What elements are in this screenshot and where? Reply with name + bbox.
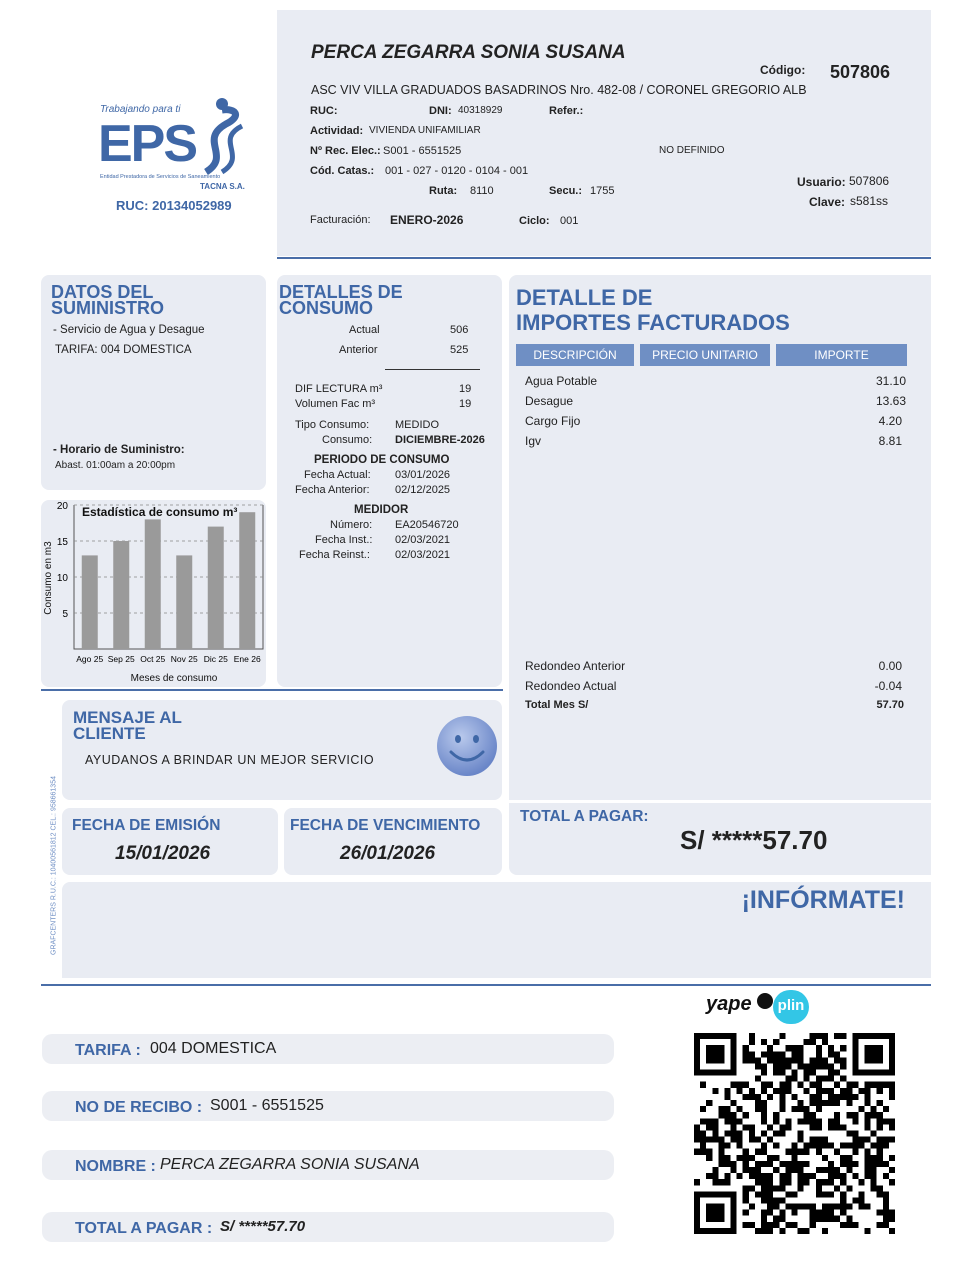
- footer-nombre: [42, 1150, 614, 1180]
- plin-logo: [773, 990, 809, 1024]
- suministro-title-1: DATOS DEL: [51, 282, 154, 302]
- yape-logo: [706, 993, 773, 1016]
- chart-ylabel: Consumo en m3: [43, 541, 54, 615]
- redondeo-anterior-value: 0.00: [878, 659, 902, 673]
- consumo-panel: [277, 275, 502, 687]
- horario-value: Abast. 01:00am a 20:00pm: [55, 460, 176, 471]
- redondeo-actual-label: Redondeo Actual: [525, 679, 617, 693]
- logo-ruc: RUC: 20134052989: [116, 198, 232, 213]
- fecha-anterior-label: Fecha Anterior:: [295, 484, 370, 496]
- anterior-value: 525: [450, 344, 469, 356]
- fecha-reinst-value: 02/03/2021: [395, 549, 451, 561]
- customer-name: PERCA ZEGARRA SONIA SUSANA: [311, 42, 626, 63]
- periodo-title: PERIODO DE CONSUMO: [314, 454, 450, 466]
- logo-brand: EPS: [98, 115, 197, 173]
- consumption-bar-chart: [41, 500, 266, 687]
- item-importe: 13.63: [875, 394, 906, 408]
- consumo-mes-value: DICIEMBRE-2026: [395, 434, 485, 446]
- volumen-value: 19: [459, 398, 472, 410]
- chart-xtick-label: Nov 25: [170, 654, 198, 664]
- tipo-label: Tipo Consumo:: [295, 419, 370, 431]
- chart-ytick-label: 15: [56, 537, 68, 548]
- smiley-icon: [435, 714, 499, 778]
- clave-label: Clave:: [809, 195, 846, 209]
- footer-nombre-value: PERCA ZEGARRA SONIA SUSANA: [160, 1156, 420, 1173]
- total-mes-value: 57.70: [876, 699, 904, 711]
- informate-title: ¡INFÓRMATE!: [741, 886, 905, 914]
- nrec-label: Nº Rec. Elec.:: [310, 145, 381, 157]
- servicio-text: - Servicio de Agua y Desague: [53, 324, 205, 336]
- secu-value: 1755: [590, 185, 615, 197]
- item-desc: Cargo Fijo: [525, 414, 581, 428]
- logo-city: TACNA S.A.: [200, 182, 245, 191]
- item-desc: Agua Potable: [525, 374, 598, 388]
- chart-bar: [82, 555, 98, 649]
- footer-recibo-value: S001 - 6551525: [210, 1097, 324, 1114]
- chart-xtick-label: Ene 26: [233, 654, 261, 664]
- middle-divider: [41, 689, 503, 691]
- facturacion-label: Facturación:: [310, 214, 371, 226]
- actividad-label: Actividad:: [310, 125, 364, 137]
- col-descripcion: DESCRIPCIÓN: [516, 344, 634, 366]
- footer-tarifa-label: TARIFA :: [75, 1042, 141, 1059]
- item-importe: 31.10: [875, 374, 906, 388]
- chart-bar: [145, 519, 161, 649]
- suministro-panel: [41, 275, 266, 490]
- tarifa-text: TARIFA: 004 DOMESTICA: [55, 344, 192, 356]
- plin-text: plin: [777, 997, 805, 1014]
- item-desc: Desague: [525, 394, 574, 408]
- ruc-label: RUC:: [310, 105, 338, 117]
- qr-code-image: [694, 1033, 895, 1234]
- medidor-title: MEDIDOR: [354, 504, 409, 516]
- footer-tarifa-value: 004 DOMESTICA: [150, 1040, 277, 1057]
- company-logo: [96, 96, 256, 216]
- emision-value: 15/01/2026: [115, 843, 211, 864]
- water-drop-icon: [192, 96, 252, 176]
- dni-label: DNI:: [429, 105, 452, 117]
- secu-label: Secu.:: [549, 185, 583, 197]
- bottom-divider: [41, 984, 931, 986]
- qr-modules: [694, 1033, 895, 1234]
- footer-nombre-label: NOMBRE :: [75, 1158, 156, 1175]
- chart-panel: [41, 500, 266, 687]
- chart-bar: [208, 527, 224, 649]
- ruta-value: 8110: [470, 185, 494, 197]
- anterior-label: Anterior: [339, 344, 378, 356]
- footer-recibo: [42, 1091, 614, 1121]
- footer-recibo-label: NO DE RECIBO :: [75, 1099, 203, 1116]
- header-panel: [277, 10, 931, 256]
- emision-panel: [62, 808, 278, 875]
- chart-title: Estadística de consumo m³: [82, 505, 238, 519]
- refer-label: Refer.:: [549, 105, 584, 117]
- chart-xlabel: Meses de consumo: [130, 673, 218, 684]
- vencimiento-label: FECHA DE VENCIMIENTO: [290, 817, 481, 834]
- fecha-actual-label: Fecha Actual:: [304, 469, 371, 481]
- qr-code[interactable]: [694, 1033, 895, 1234]
- tipo-value: MEDIDO: [395, 419, 439, 431]
- mensaje-title-2: CLIENTE: [73, 724, 146, 743]
- ciclo-value: 001: [560, 215, 579, 227]
- chart-ytick-label: 20: [56, 501, 68, 512]
- footer-total: [42, 1212, 614, 1242]
- chart-axes: [74, 505, 263, 649]
- total-label: TOTAL A PAGAR:: [520, 808, 649, 825]
- redondeo-anterior-label: Redondeo Anterior: [525, 659, 626, 673]
- mensaje-panel: [62, 700, 502, 800]
- mensaje-title-1: MENSAJE AL: [73, 708, 182, 727]
- dif-value: 19: [459, 383, 472, 395]
- total-mes-label: Total Mes S/: [525, 699, 589, 711]
- vencimiento-panel: [284, 808, 502, 875]
- col-importe: IMPORTE: [776, 344, 907, 366]
- consumo-mes-label: Consumo:: [322, 434, 373, 446]
- chart-ytick-label: 10: [56, 573, 68, 584]
- side-printer-text: GRAFCENTERS R.U.C.: 10400561812 CEL.: 958661354: [50, 776, 58, 955]
- address: ASC VIV VILLA GRADUADOS BASADRINOS Nro. 482-08 / CORONEL GREGORIO ALB: [311, 83, 807, 97]
- yape-badge-icon: [757, 993, 773, 1009]
- suministro-title-2: SUMINISTRO: [51, 298, 165, 318]
- consumo-title-2: CONSUMO: [279, 298, 373, 318]
- facturacion-value: ENERO-2026: [390, 213, 464, 227]
- chart-xtick-label: Oct 25: [140, 654, 166, 664]
- numero-value: EA20546720: [395, 519, 459, 531]
- volumen-label: Volumen Fac m³: [295, 398, 376, 410]
- fecha-actual-value: 03/01/2026: [395, 469, 451, 481]
- emision-label: FECHA DE EMISIÓN: [72, 817, 221, 834]
- chart-ytick-label: 5: [62, 609, 68, 620]
- vencimiento-value: 26/01/2026: [340, 843, 436, 864]
- item-desc: Igv: [525, 434, 542, 448]
- numero-label: Número:: [330, 519, 373, 531]
- item-importe: 4.20: [878, 414, 902, 428]
- importes-title-1: DETALLE DE: [516, 285, 653, 310]
- chart-bar: [239, 512, 255, 649]
- fecha-reinst-label: Fecha Reinst.:: [299, 549, 370, 561]
- total-value: S/ *****57.70: [680, 825, 828, 855]
- footer-tarifa: [42, 1034, 614, 1064]
- informate-panel: [62, 882, 931, 978]
- redondeo-actual-value: -0.04: [874, 679, 902, 693]
- dif-label: DIF LECTURA m³: [295, 383, 383, 395]
- chart-bar: [113, 541, 129, 649]
- chart-bar: [176, 555, 192, 649]
- chart-xtick-label: Dic 25: [203, 654, 228, 664]
- total-panel: [509, 803, 931, 875]
- dni-value: 40318929: [458, 105, 503, 116]
- mensaje-text: AYUDANOS A BRINDAR UN MEJOR SERVICIO: [85, 753, 375, 767]
- horario-label: - Horario de Suministro:: [53, 444, 185, 456]
- fecha-anterior-value: 02/12/2025: [395, 484, 451, 496]
- logo-tagline: Trabajando para ti: [100, 104, 181, 115]
- header-divider: [277, 257, 931, 259]
- ruta-label: Ruta:: [429, 185, 458, 197]
- actual-value: 506: [450, 324, 469, 336]
- yape-text: yape: [706, 993, 752, 1015]
- usuario-value: 507806: [849, 174, 890, 188]
- catas-label: Cód. Catas.:: [310, 165, 375, 177]
- subtotal-line: [385, 369, 480, 370]
- item-importe: 8.81: [878, 434, 902, 448]
- codigo-label: Código:: [760, 63, 806, 77]
- nrec-value: S001 - 6551525: [383, 145, 462, 157]
- actual-label: Actual: [349, 324, 380, 336]
- consumo-title-1: DETALLES DE: [279, 282, 403, 302]
- logo-subtitle: Entidad Prestadora de Servicios de Saneamiento: [100, 174, 221, 180]
- usuario-label: Usuario:: [797, 175, 846, 189]
- col-precio-unitario: PRECIO UNITARIO: [640, 344, 770, 366]
- ciclo-label: Ciclo:: [519, 215, 550, 227]
- codigo-value: 507806: [830, 62, 891, 82]
- chart-xtick-label: Ago 25: [76, 654, 104, 664]
- footer-total-value: S/ *****57.70: [220, 1218, 306, 1235]
- no-definido: NO DEFINIDO: [659, 145, 725, 156]
- fecha-inst-value: 02/03/2021: [395, 534, 451, 546]
- clave-value: s581ss: [850, 194, 889, 208]
- footer-total-label: TOTAL A PAGAR :: [75, 1220, 213, 1237]
- importes-title-2: IMPORTES FACTURADOS: [516, 310, 790, 335]
- fecha-inst-label: Fecha Inst.:: [315, 534, 373, 546]
- actividad-value: VIVIENDA UNIFAMILIAR: [369, 125, 481, 136]
- chart-xtick-label: Sep 25: [107, 654, 135, 664]
- catas-value: 001 - 027 - 0120 - 0104 - 001: [385, 165, 529, 177]
